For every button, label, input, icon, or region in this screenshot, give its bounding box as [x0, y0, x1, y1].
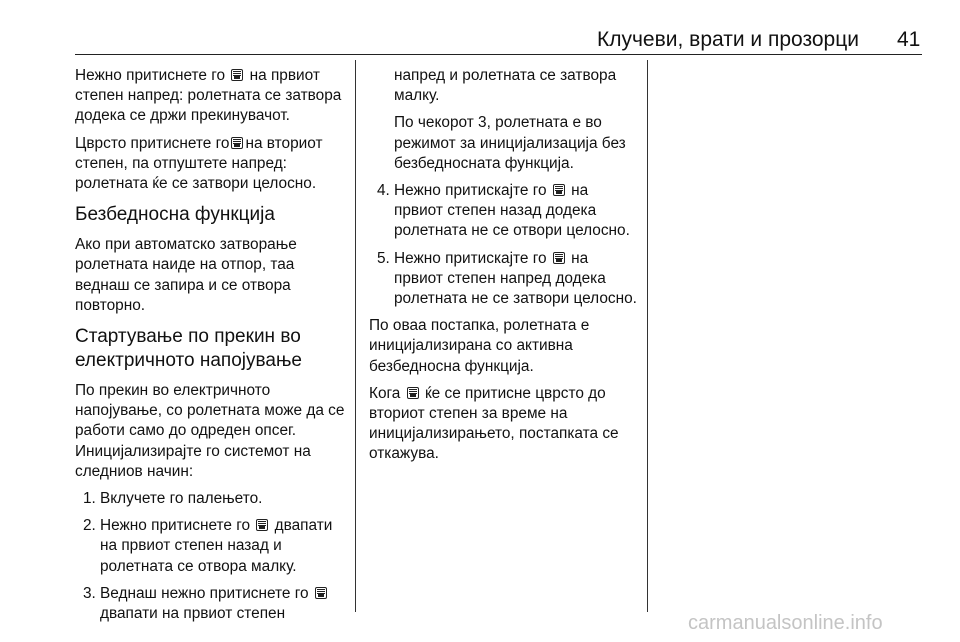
column-divider-1	[355, 60, 356, 612]
sunroof-switch-icon	[553, 252, 565, 264]
list-item: 5. Нежно притискајте го на првиот степен напред додека ролетната не се затвори целосно.	[377, 249, 637, 308]
list-item: 4. Нежно притискајте го на првиот степен назад додека ролетната не се отвори целосно.	[377, 182, 630, 240]
section-heading: Безбедносна функција	[75, 204, 275, 226]
sunroof-switch-icon	[315, 587, 327, 599]
page-number: 41	[897, 28, 921, 51]
paragraph: По оваа постапка, ролетната е иницијализирана со активна безбедносна функција.	[369, 317, 590, 375]
steps-list	[369, 181, 637, 309]
list-item: 1. Вклучете го палењето.	[83, 490, 263, 508]
list-item: 2. Нежно притиснете го двапати на првиот степен назад и ролетната се отвора малку.	[83, 517, 333, 575]
column-divider-2	[647, 60, 648, 612]
list-item: 3. Веднаш нежно притиснете го двапати на првиот степен	[75, 584, 347, 624]
steps-list	[75, 489, 347, 624]
section-heading: Стартување по прекин во електричното напојување	[75, 326, 302, 372]
column-left	[75, 66, 347, 631]
paragraph: По прекин во електричното напојување, со ролетната може да се работи само до одреден опсег. Иницијализирајте го системот на следниов начин:	[75, 382, 345, 480]
paragraph: По чекорот 3, ролетната е во режимот за иницијализација без безбедносната функција.	[394, 114, 626, 172]
column-middle	[369, 66, 637, 472]
sunroof-switch-icon	[407, 387, 419, 399]
paragraph: Кога ќе се притисне цврсто до вториот степен за време на иницијализирањето, постапката се откажува.	[369, 384, 619, 463]
paragraph: Нежно притиснете го на првиот степен напред: ролетната се затвора додека се држи прекинувачот.	[75, 67, 342, 125]
paragraph: Ако при автоматско затворање ролетната наиде на отпор, таа веднаш се запира и се отвора повторно.	[75, 236, 297, 314]
sunroof-switch-icon	[231, 137, 243, 149]
sunroof-switch-icon	[231, 69, 243, 81]
chapter-title: Клучеви, врати и прозорци	[597, 28, 859, 51]
sunroof-switch-icon	[553, 184, 565, 196]
sunroof-switch-icon	[256, 519, 268, 531]
paragraph: Цврсто притиснете го на вториот степен, па отпуштете напред: ролетната ќе се затвори целосно.	[75, 134, 323, 193]
watermark: carmanualsonline.info	[688, 612, 883, 634]
header-rule	[75, 54, 922, 55]
paragraph: напред и ролетната се затвора малку.	[394, 67, 617, 105]
